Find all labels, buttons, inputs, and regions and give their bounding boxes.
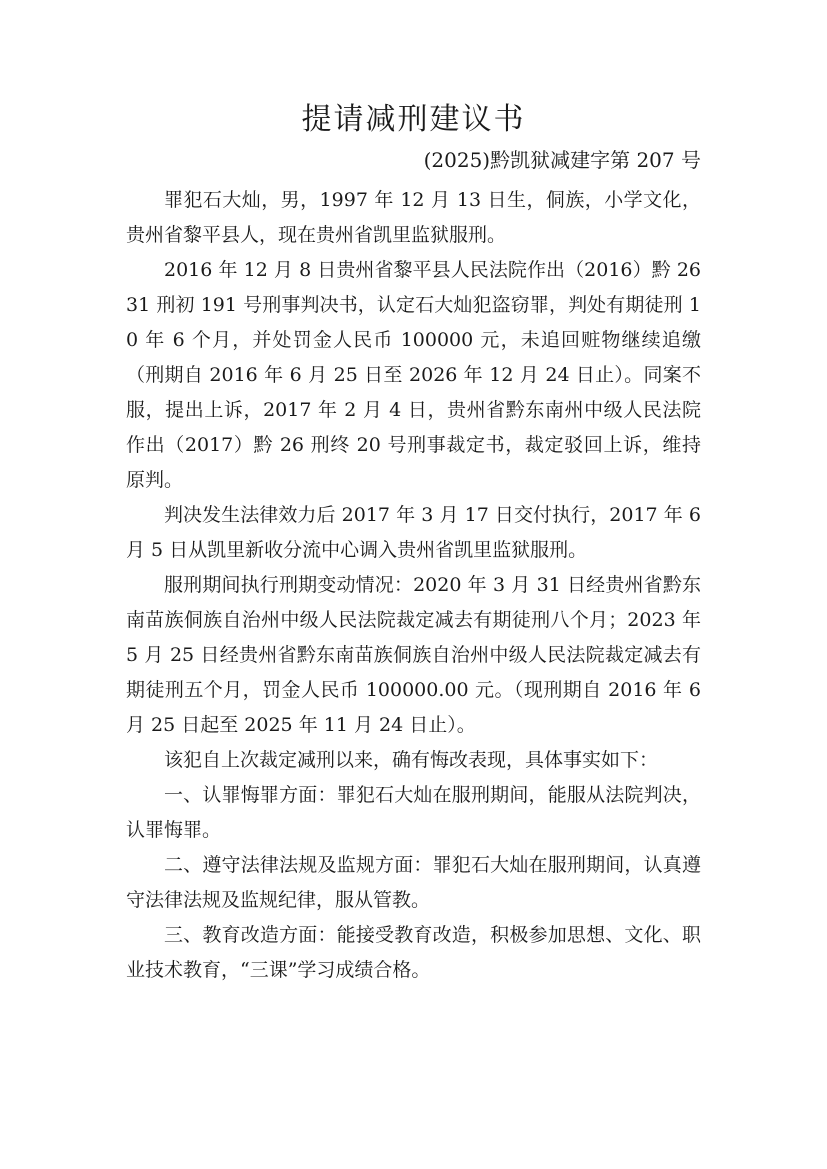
paragraph-rule-compliance: 二、遵守法律法规及监规方面：罪犯石大灿在服刑期间，认真遵守法律法规及监规纪律，服从管教。	[126, 854, 701, 911]
paragraph-original-judgment: 2016 年 12 月 8 日贵州省黎平县人民法院作出（2016）黔 2631 刑初 191 号刑事判决书，认定石大灿犯盗窃罪，判处有期徒刑 10 年 6 个月，并处罚金人民币 100000 元，未追回赃物继续追缴（刑期自 2016 年 6 月 25 日至 2026 年 12 月 24 日止）。同案不服，提出上诉，2017 年 2 月 4 日，贵州省黔东南州中级人民法院作出（2017）黔 26 刑终 20 号刑事裁定书，裁定驳回上诉，维持原判。	[126, 259, 701, 491]
paragraph-execution: 判决发生法律效力后 2017 年 3 月 17 日交付执行，2017 年 6 月 5 日从凯里新收分流中心调入贵州省凯里监狱服刑。	[126, 504, 701, 561]
paragraph-sentence-changes: 服刑期间执行刑期变动情况：2020 年 3 月 31 日经贵州省黔东南苗族侗族自治州中级人民法院裁定减去有期徒刑八个月；2023 年 5 月 25 日经贵州省黔东南苗族侗族自治州中级人民法院裁定减去有期徒刑五个月，罚金人民币 100000.00 元。（现刑期自 2016 年 6 月 25 日起至 2025 年 11 月 24 日止）。	[126, 574, 701, 736]
paragraph-education: 三、教育改造方面：能接受教育改造，积极参加思想、文化、职业技术教育，“三课”学习成绩合格。	[126, 924, 701, 981]
document-number: (2025)黔凯狱减建字第 207 号	[423, 148, 701, 172]
paragraph-prisoner-info: 罪犯石大灿，男，1997 年 12 月 13 日生，侗族，小学文化，贵州省黎平县人，现在贵州省凯里监狱服刑。	[126, 189, 701, 246]
paragraph-repentance-intro: 该犯自上次裁定减刑以来，确有悔改表现，具体事实如下：	[164, 749, 659, 771]
paragraph-admission-of-guilt: 一、认罪悔罪方面：罪犯石大灿在服刑期间，能服从法院判决，认罪悔罪。	[126, 784, 701, 841]
document-body	[126, 183, 701, 988]
document-title: 提请减刑建议书	[301, 102, 526, 137]
